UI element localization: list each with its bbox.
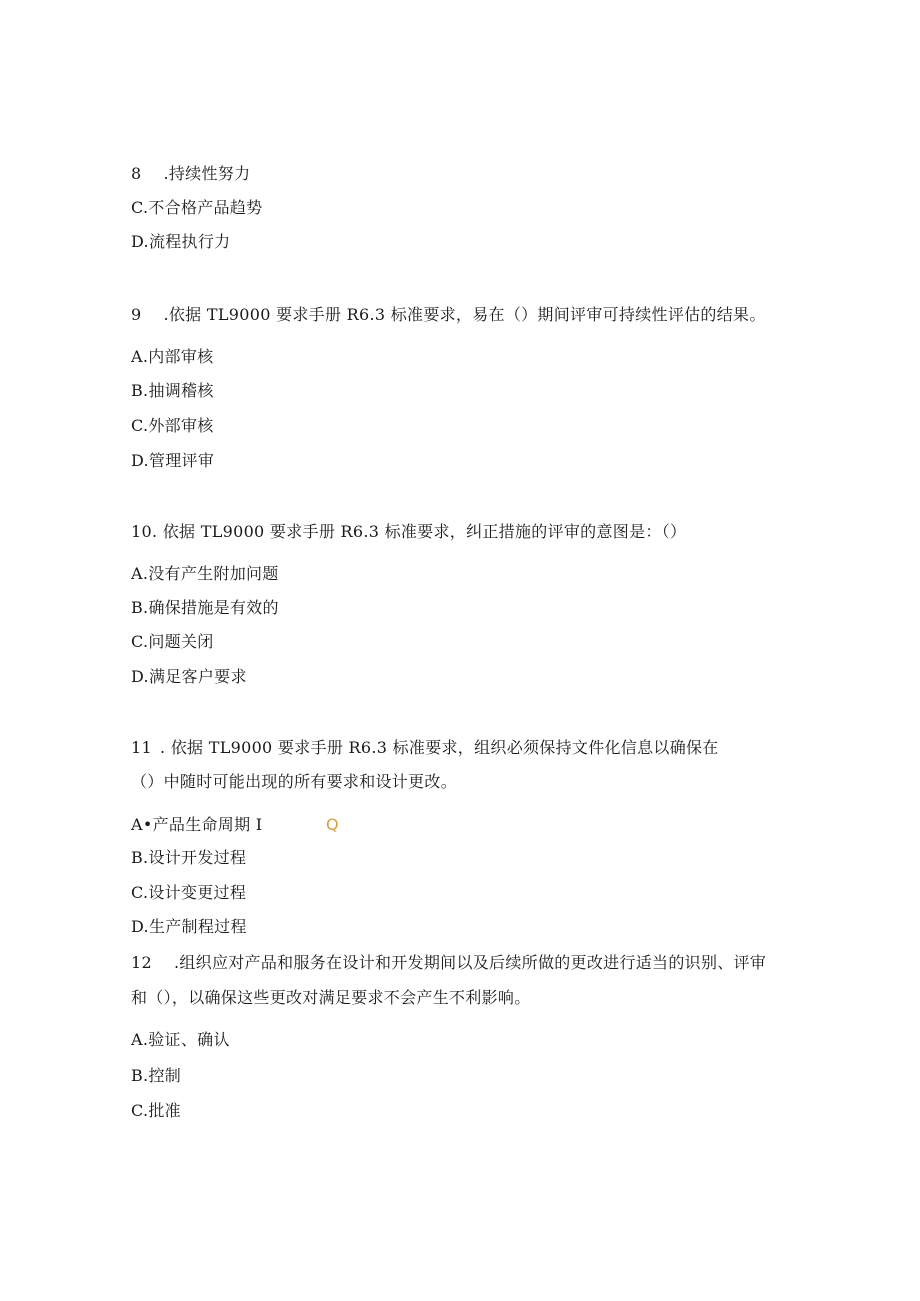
option-c: C.不合格产品趋势 bbox=[131, 198, 263, 217]
option-d: D.满足客户要求 bbox=[131, 667, 247, 686]
question-text: .持续性努力 bbox=[163, 164, 251, 183]
question-number: 12 bbox=[131, 953, 152, 972]
question-number: 9 bbox=[131, 305, 142, 324]
option-b: B.确保措施是有效的 bbox=[131, 598, 279, 617]
option-b: B.抽调稽核 bbox=[131, 381, 214, 400]
question-8-stem bbox=[131, 164, 250, 184]
question-text: .组织应对产品和服务在设计和开发期间以及后续所做的更改进行适当的识别、评审 bbox=[173, 953, 767, 972]
option-a: A.验证、确认 bbox=[131, 1030, 230, 1049]
option-d: D.管理评审 bbox=[131, 451, 215, 470]
question-number: 8 bbox=[131, 164, 142, 183]
question-text: .依据 TL9000 要求手册 R6.3 标准要求，易在（）期间评审可持续性评估的结果。 bbox=[163, 305, 766, 324]
question-10-stem: 10. 依据 TL9000 要求手册 R6.3 标准要求，纠正措施的评审的意图是：（） bbox=[131, 522, 687, 541]
option-a: A•产品生命周期 I bbox=[131, 815, 263, 834]
question-text: . 依据 TL9000 要求手册 R6.3 标准要求，组织必须保持文件化信息以确保在 bbox=[159, 738, 719, 757]
option-b: B.设计开发过程 bbox=[131, 848, 247, 867]
question-12-stem bbox=[131, 953, 766, 973]
option-c: C.批准 bbox=[131, 1101, 181, 1120]
question-12-stem-continued: 和（），以确保这些更改对满足要求不会产生不利影响。 bbox=[131, 988, 531, 1007]
question-11-stem bbox=[131, 738, 719, 758]
option-c: C.外部审核 bbox=[131, 416, 214, 435]
option-c: C.问题关闭 bbox=[131, 632, 214, 651]
option-b: B.控制 bbox=[131, 1066, 182, 1085]
option-a: A.内部审核 bbox=[131, 347, 214, 366]
question-11-stem-continued: （）中随时可能出现的所有要求和设计更改。 bbox=[131, 772, 458, 791]
question-number: 11 bbox=[131, 738, 152, 757]
option-a: A.没有产生附加问题 bbox=[131, 564, 279, 583]
option-c: C.设计变更过程 bbox=[131, 883, 247, 902]
question-9-stem bbox=[131, 305, 766, 325]
option-d: D.生产制程过程 bbox=[131, 917, 247, 936]
option-d: D.流程执行力 bbox=[131, 232, 231, 251]
annotation-mark: Q bbox=[326, 815, 339, 834]
